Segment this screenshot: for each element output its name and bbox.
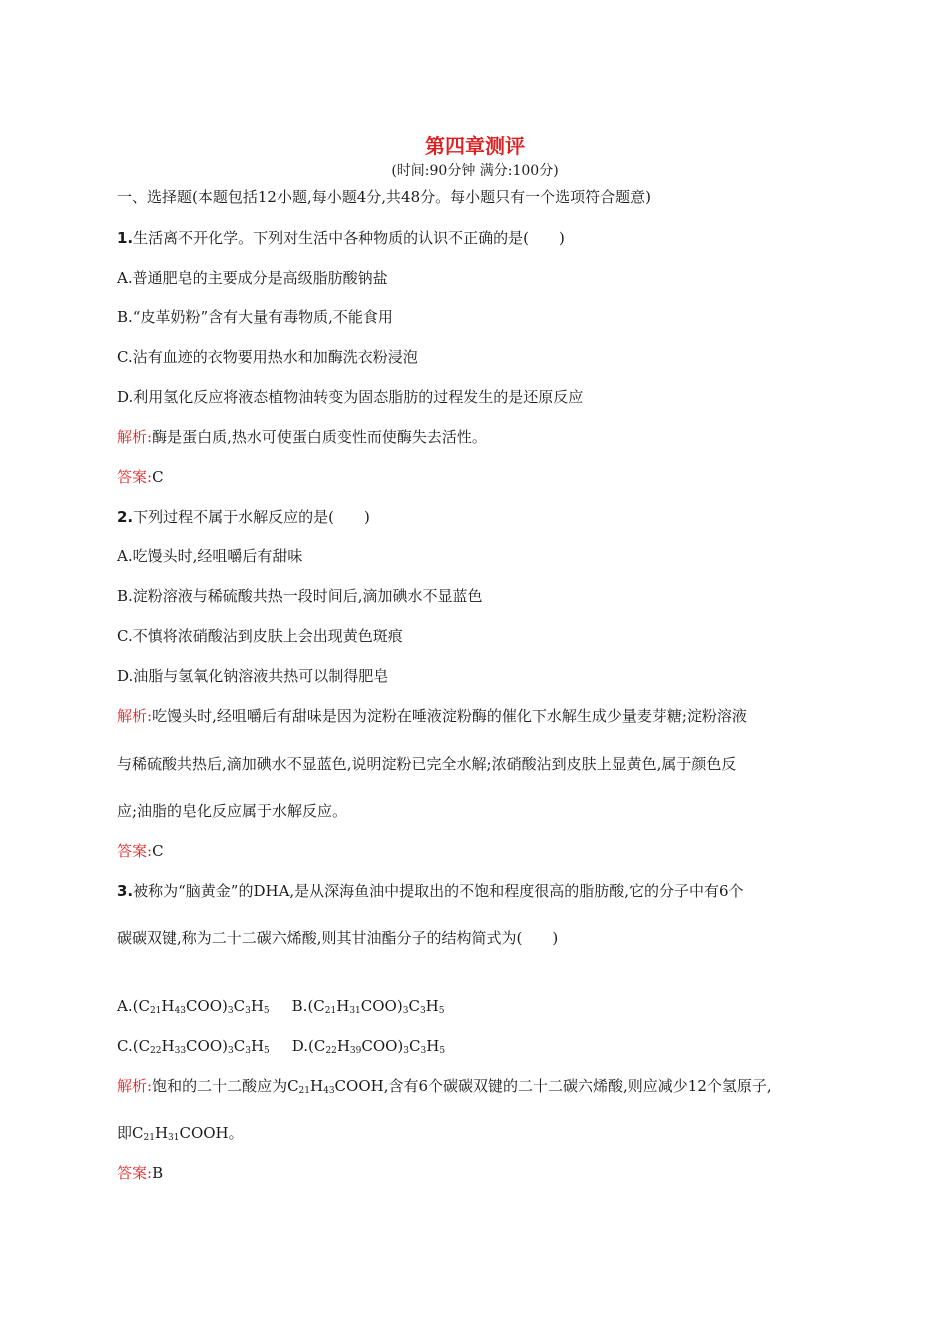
analysis-text: 饱和的二十二酸应为$C_{21}H_{43}COOH$,含有6个碳碳双键的二十二碳六烯酸,则应减少12个氢原子,	[152, 1077, 772, 1096]
q1-answer	[117, 467, 164, 487]
q2-option-b: B.淀粉溶液与稀硫酸共热一段时间后,滴加碘水不显蓝色	[117, 587, 483, 605]
q2-analysis-line-1	[117, 706, 747, 726]
q3-option-c: $C.(C_{22}H_{33}COO)_3C_3H_5$	[117, 1037, 270, 1056]
q1-option-a: A.普通肥皂的主要成分是高级脂肪酸钠盐	[117, 269, 388, 287]
question-2	[117, 507, 370, 527]
q2-analysis-line-2: 与稀硫酸共热后,滴加碘水不显蓝色,说明淀粉已完全水解;浓硝酸沾到皮肤上显黄色,属于颜色反	[117, 755, 737, 773]
page-title: 第四章测评	[425, 134, 525, 158]
q1-option-c: C.沾有血迹的衣物要用热水和加酶洗衣粉浸泡	[117, 348, 418, 366]
answer-value: C	[152, 468, 164, 486]
analysis-text: 吃馒头时,经咀嚼后有甜味是因为淀粉在唾液淀粉酶的催化下水解生成少量麦芽糖;淀粉溶液	[152, 707, 747, 725]
q3-option-a: $A.(C_{21}H_{43}COO)_3C_3H_5$	[117, 997, 270, 1016]
question-stem: 被称为“脑黄金”的DHA,是从深海鱼油中提取出的不饱和程度很高的脂肪酸,它的分子中有6个	[133, 882, 744, 900]
answer-label: 答案:	[117, 1164, 153, 1182]
question-number: 3.	[117, 882, 134, 900]
q3-option-d: $D.(C_{22}H_{39}COO)_3C_3H_5$	[291, 1037, 446, 1056]
q3-options-row-2	[117, 1036, 445, 1056]
q2-option-a: A.吃馒头时,经咀嚼后有甜味	[117, 547, 303, 565]
section-heading: 一、选择题(本题包括12小题,每小题4分,共48分。每小题只有一个选项符合题意)	[117, 188, 651, 206]
q3-options-row-1	[117, 996, 445, 1016]
q1-analysis	[117, 427, 487, 447]
q3-analysis-line-2: 即$C_{21}H_{31}COOH$。	[117, 1124, 244, 1143]
answer-label: 答案:	[117, 468, 153, 486]
question-number: 1.	[117, 229, 134, 247]
question-1	[117, 228, 565, 248]
q3-option-b: $B.(C_{21}H_{31}COO)_3C_3H_5$	[291, 997, 445, 1016]
analysis-label: 解析:	[117, 1077, 153, 1095]
q3-stem-line-2: 碳碳双键,称为二十二碳六烯酸,则其甘油酯分子的结构简式为( )	[117, 929, 559, 947]
question-3	[117, 881, 744, 901]
page-subtitle: (时间:90分钟 满分:100分)	[391, 163, 559, 179]
q2-analysis-line-3: 应;油脂的皂化反应属于水解反应。	[117, 802, 348, 820]
q2-answer	[117, 841, 164, 861]
analysis-text: 酶是蛋白质,热水可使蛋白质变性而使酶失去活性。	[152, 428, 487, 446]
answer-value: C	[152, 842, 164, 860]
question-number: 2.	[117, 508, 134, 526]
q3-answer	[117, 1163, 163, 1183]
analysis-label: 解析:	[117, 428, 153, 446]
q3-analysis-line-1	[117, 1076, 772, 1096]
analysis-label: 解析:	[117, 707, 153, 725]
q1-option-b: B.“皮革奶粉”含有大量有毒物质,不能食用	[117, 308, 393, 326]
q2-option-c: C.不慎将浓硝酸沾到皮肤上会出现黄色斑痕	[117, 627, 403, 645]
answer-value: B	[152, 1164, 164, 1182]
question-stem: 生活离不开化学。下列对生活中各种物质的认识不正确的是( )	[133, 229, 565, 247]
question-stem: 下列过程不属于水解反应的是( )	[133, 508, 370, 526]
q2-option-d: D.油脂与氢氧化钠溶液共热可以制得肥皂	[117, 667, 389, 685]
q1-option-d: D.利用氢化反应将液态植物油转变为固态脂肪的过程发生的是还原反应	[117, 388, 584, 406]
answer-label: 答案:	[117, 842, 153, 860]
